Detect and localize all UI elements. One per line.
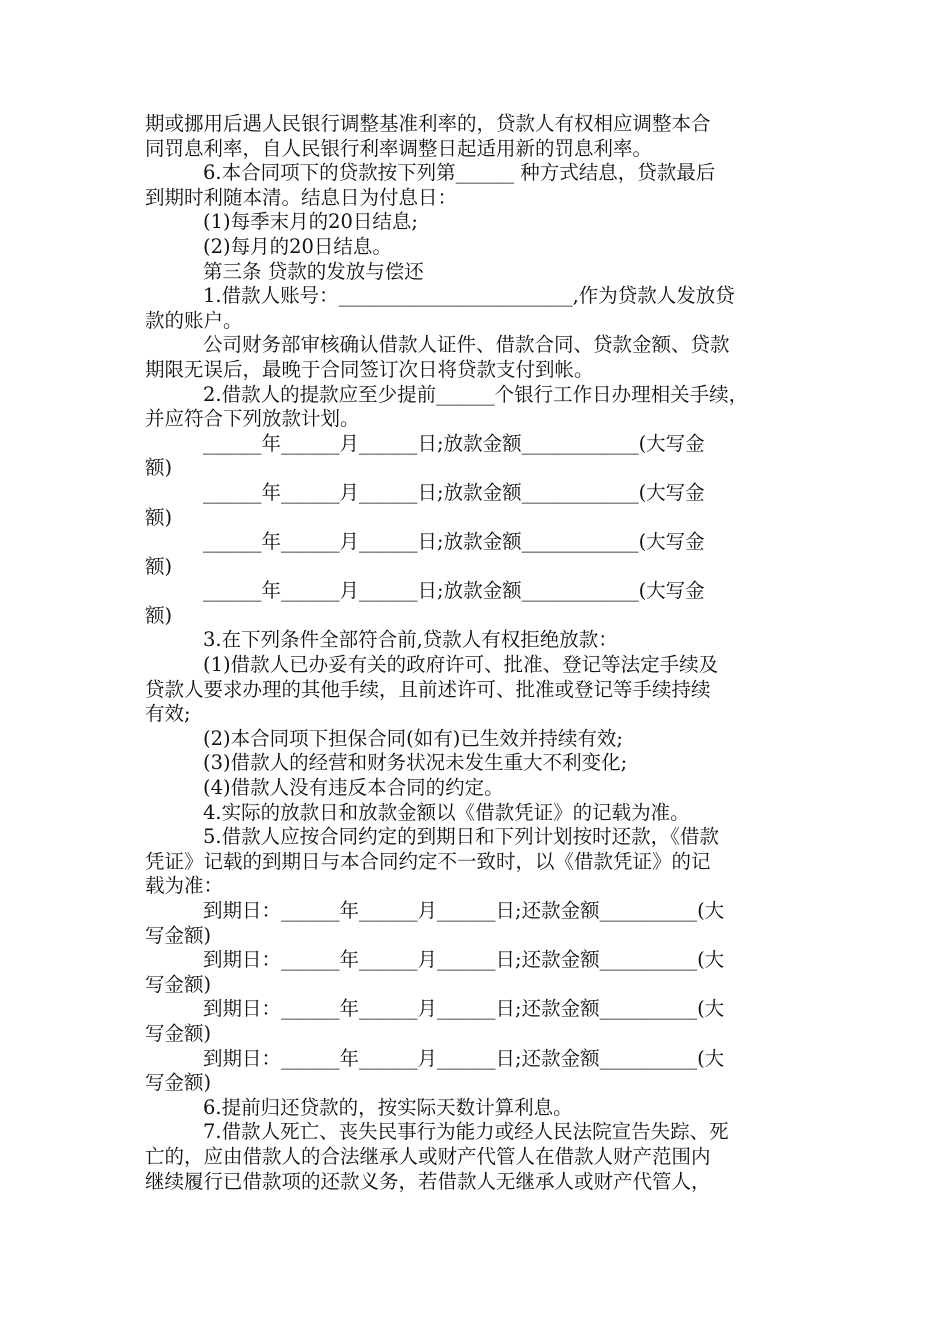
text-line: 写金额) [145,972,212,996]
text-line: 7.借款人死亡、丧失民事行为能力或经人民法院宣告失踪、死 [203,1120,729,1144]
text-line: 额) [145,505,173,529]
text-line: 6.本合同项下的贷款按下列第______ 种方式结息，贷款最后 [203,161,716,185]
text-line: 到期日：______年______月______日;还款金额__________(大 [203,948,725,972]
text-line: 款的账户。 [145,308,243,332]
text-line: (3)借款人的经营和财务状况未发生重大不利变化; [203,751,628,775]
text-line: 期或挪用后遇人民银行调整基准利率的，贷款人有权相应调整本合 [145,112,711,135]
text-line: 亡的，应由借款人的合法继承人或财产代管人在借款人财产范围内 [145,1144,711,1168]
text-line: 继续履行已借款项的还款义务，若借款人无继承人或财产代管人， [145,1169,711,1193]
text-line: 写金额) [145,1071,212,1095]
text-line: (2)本合同项下担保合同(如有)已生效并持续有效; [203,726,623,750]
text-line: 到期时利随本清。结息日为付息日： [145,185,458,209]
text-line: (1)每季末月的20日结息; [203,210,419,234]
text-line: (4)借款人没有违反本合同的约定。 [203,776,504,800]
text-line: 写金额) [145,1021,212,1045]
text-line: 贷款人要求办理的其他手续，且前述许可、批准或登记等手续持续 [145,677,711,701]
text-line: 到期日：______年______月______日;还款金额__________(大 [203,997,725,1021]
text-line: 额) [145,554,173,578]
text-line: 到期日：______年______月______日;还款金额__________(大 [203,1046,725,1070]
text-line: 1.借款人账号：________________________,作为贷款人发放贷 [203,284,735,308]
text-line: 载为准： [145,874,224,898]
text-line: 额) [145,456,173,480]
text-line: 写金额) [145,923,212,947]
text-line: (2)每月的20日结息。 [203,234,392,258]
text-line: ______年______月______日;放款金额____________(大写金 [203,579,705,603]
text-line: ______年______月______日;放款金额____________(大写金 [203,480,705,504]
text-line: 6.提前归还贷款的，按实际天数计算利息。 [203,1095,573,1119]
text-line: 第三条 贷款的发放与偿还 [203,259,424,283]
text-line: 公司财务部审核确认借款人证件、借款合同、贷款金额、贷款 [203,333,730,357]
text-line: 2.借款人的提款应至少提前______个银行工作日办理相关手续， [203,382,749,406]
document-page [145,112,815,1194]
text-line: 并应符合下列放款计划。 [145,407,360,431]
text-line: 3.在下列条件全部符合前,贷款人有权拒绝放款： [203,628,618,652]
text-line: 4.实际的放款日和放款金额以《借款凭证》的记载为准。 [203,800,690,824]
text-line: 凭证》记载的到期日与本合同约定不一致时，以《借款凭证》的记 [145,849,711,873]
text-line: 有效; [145,702,191,726]
text-line: 期限无误后，最晚于合同签订次日将贷款支付到帐。 [145,357,594,381]
text-line: ______年______月______日;放款金额____________(大写金 [203,431,705,455]
text-line: (1)借款人已办妥有关的政府许可、批准、登记等法定手续及 [203,653,719,677]
text-line: 5.借款人应按合同约定的到期日和下列计划按时还款，《借款 [203,825,719,849]
text-line: 额) [145,603,173,627]
text-line: 到期日：______年______月______日;还款金额__________(大 [203,899,725,922]
text-line: 同罚息利率，自人民银行利率调整日起适用新的罚息利率。 [145,136,653,160]
text-line: ______年______月______日;放款金额____________(大写金 [203,530,705,554]
